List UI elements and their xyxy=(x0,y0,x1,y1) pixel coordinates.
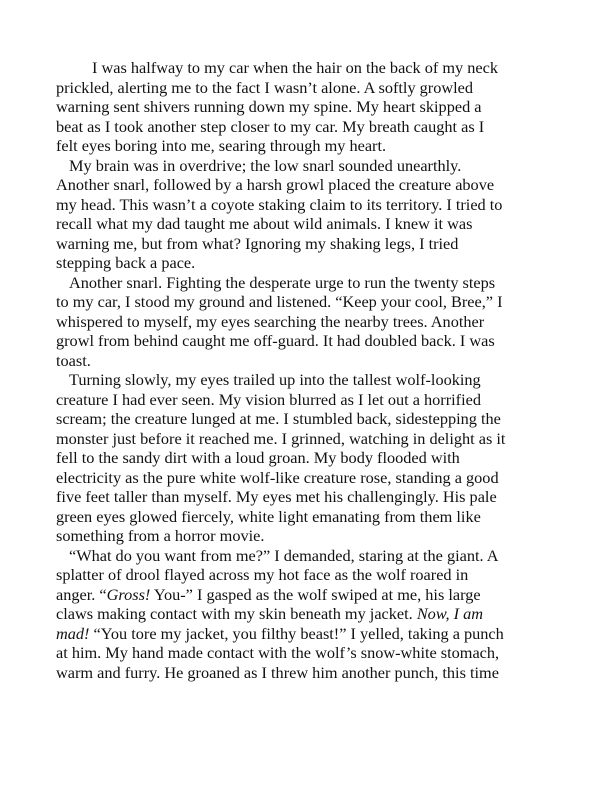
paragraph-3 xyxy=(56,273,556,371)
text-run: anger. “ xyxy=(56,584,107,604)
text-line: scream; the creature lunged at me. I stumbled back, sidestepping the xyxy=(56,409,501,428)
text-line: my head. This wasn’t a coyote staking claim to its territory. I tried to xyxy=(56,194,503,214)
text-line: recall what my dad taught me about wild animals. I knew it was xyxy=(56,214,473,233)
text-line: felt eyes boring into me, searing through my heart. xyxy=(56,136,387,155)
text-line: splatter of drool flayed across my hot face as the wolf roared in xyxy=(56,565,469,584)
italic-text: Now, I am xyxy=(416,604,483,623)
italic-text: mad! xyxy=(56,623,90,643)
text-line: at him. My hand made contact with the wolf’s snow-white stomach, xyxy=(56,643,500,662)
text-line: Turning slowly, my eyes trailed up into the tallest wolf-looking xyxy=(69,370,481,389)
text-line: My brain was in overdrive; the low snarl sounded unearthly. xyxy=(69,155,462,175)
text-line: electricity as the pure white wolf-like creature rose, standing a good xyxy=(56,467,499,487)
text-run: “You tore my jacket, you filthy beast!” I yelled, taking a punch xyxy=(89,623,504,643)
text-line: five feet taller than myself. My eyes met his challengingly. His pale xyxy=(56,487,497,506)
text-line: stepping back a pace. xyxy=(56,253,196,272)
text-line xyxy=(56,624,556,644)
text-line: toast. xyxy=(56,350,91,370)
text-line: monster just before it reached me. I grinned, watching in delight as it xyxy=(56,428,506,448)
text-line: to my car, I stood my ground and listened. “Keep your cool, Bree,” I xyxy=(56,292,503,311)
text-line: creature I had ever seen. My vision blurred as I let out a horrified xyxy=(56,389,481,409)
text-line: green eyes glowed fiercely, white light emanating from them like xyxy=(56,506,481,526)
text-line xyxy=(56,585,556,605)
italic-text: Gross! xyxy=(106,584,151,604)
paragraph-2 xyxy=(56,156,556,273)
text-line: warm and furry. He groaned as I threw him another punch, this time xyxy=(56,662,499,682)
text-line: I was halfway to my car when the hair on the back of my neck xyxy=(92,58,498,77)
text-run: You-” I gasped as the wolf swiped at me, his large xyxy=(150,584,481,604)
text-line: whispered to myself, my eyes searching the nearby trees. Another xyxy=(56,311,485,331)
document-page xyxy=(56,58,556,682)
text-line: prickled, alerting me to the fact I wasn’t alone. A softly growled xyxy=(56,77,474,97)
text-line: warning me, but from what? Ignoring my shaking legs, I tried xyxy=(56,233,459,253)
text-line: growl from behind caught me off-guard. It had doubled back. I was xyxy=(56,331,495,350)
paragraph-4 xyxy=(56,370,556,546)
paragraph-5 xyxy=(56,546,556,683)
text-line xyxy=(56,604,556,624)
text-line: fell to the sandy dirt with a loud groan. My body flooded with xyxy=(56,448,460,467)
text-line: Another snarl. Fighting the desperate urge to run the twenty steps xyxy=(69,272,496,292)
text-line: warning sent shivers running down my spine. My heart skipped a xyxy=(56,97,482,116)
text-run: claws making contact with my skin beneath my jacket. xyxy=(56,604,417,623)
text-line: Another snarl, followed by a harsh growl placed the creature above xyxy=(56,175,495,194)
paragraph-1 xyxy=(56,58,556,156)
text-line: beat as I took another step closer to my car. My breath caught as I xyxy=(56,116,485,136)
text-line: “What do you want from me?” I demanded, staring at the giant. A xyxy=(69,545,499,565)
text-line: something from a horror movie. xyxy=(56,526,265,545)
